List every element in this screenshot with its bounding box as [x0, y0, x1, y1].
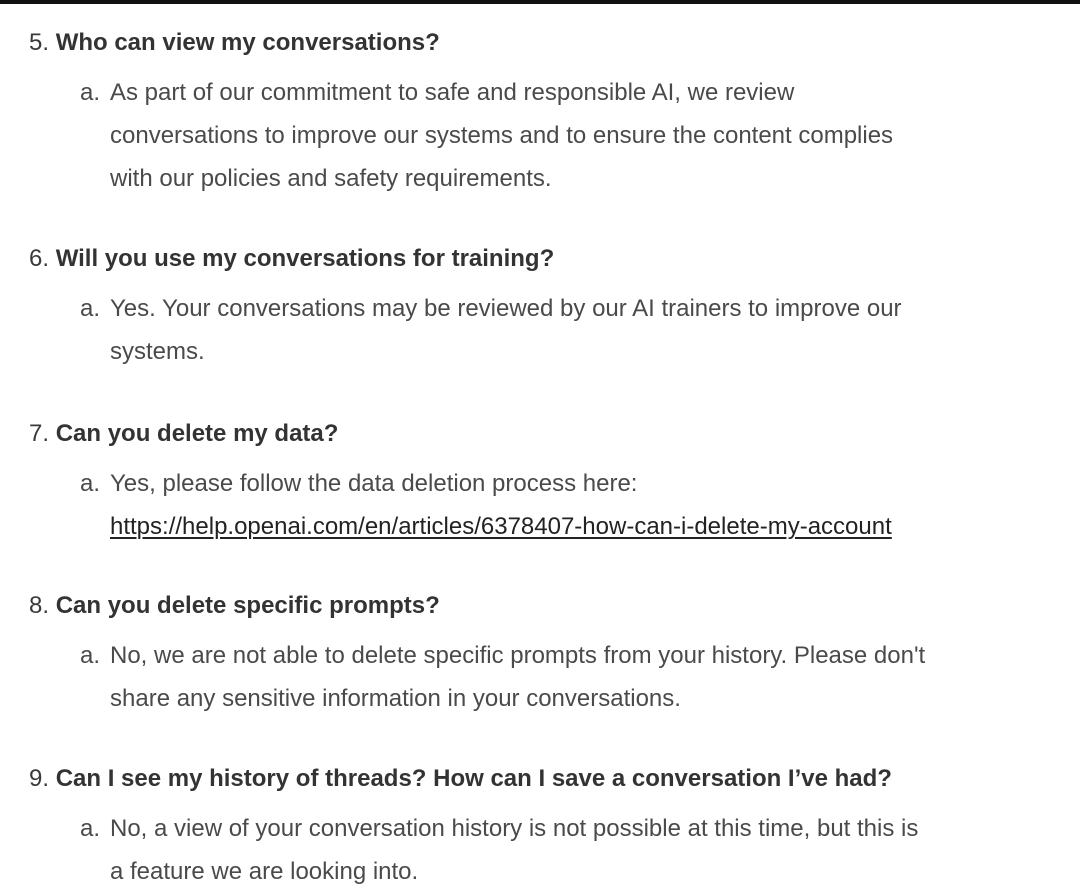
- faq-number: 5.: [29, 29, 50, 56]
- faq-question-text: Can you delete specific prompts?: [55, 592, 440, 619]
- faq-question-8: [29, 591, 440, 621]
- faq-answer-7: [80, 462, 1070, 548]
- faq-number: 8.: [29, 592, 50, 619]
- answer-line: Yes, please follow the data deletion process here:: [110, 470, 638, 497]
- answer-line: No, we are not able to delete specific prompts from your history. Please don't: [110, 642, 926, 669]
- faq-answer-9: [80, 807, 1070, 893]
- answer-line: conversations to improve our systems and to ensure the content complies: [110, 122, 894, 149]
- faq-question-text: Will you use my conversations for training?: [55, 245, 555, 272]
- answer-marker: a.: [80, 815, 101, 842]
- faq-number: 9.: [29, 765, 50, 792]
- faq-answer-5: [80, 71, 1070, 200]
- answer-line: share any sensitive information in your conversations.: [110, 685, 681, 712]
- faq-question-text: Who can view my conversations?: [55, 29, 440, 56]
- answer-line: As part of our commitment to safe and responsible AI, we review: [110, 79, 795, 106]
- faq-number: 6.: [29, 245, 50, 272]
- answer-line: with our policies and safety requirements.: [110, 165, 552, 192]
- answer-line: Yes. Your conversations may be reviewed by our AI trainers to improve our: [110, 295, 902, 322]
- faq-question-text: Can I see my history of threads? How can I save a conversation I’ve had?: [55, 765, 892, 792]
- top-border: [0, 0, 1080, 4]
- faq-question-7: [29, 419, 338, 449]
- account-deletion-link[interactable]: https://help.openai.com/en/articles/6378407-how-can-i-delete-my-account: [110, 513, 892, 540]
- answer-marker: a.: [80, 642, 101, 669]
- faq-question-5: [29, 28, 440, 58]
- faq-answer-8: [80, 634, 1070, 720]
- faq-question-text: Can you delete my data?: [55, 420, 339, 447]
- faq-answer-6: [80, 287, 1070, 373]
- faq-number: 7.: [29, 420, 50, 447]
- answer-marker: a.: [80, 79, 101, 106]
- faq-question-6: [29, 244, 554, 274]
- answer-marker: a.: [80, 295, 101, 322]
- answer-line: No, a view of your conversation history is not possible at this time, but this is: [110, 815, 919, 842]
- answer-marker: a.: [80, 470, 101, 497]
- answer-line: systems.: [110, 338, 205, 365]
- faq-question-9: [29, 764, 892, 794]
- answer-line: a feature we are looking into.: [110, 858, 419, 885]
